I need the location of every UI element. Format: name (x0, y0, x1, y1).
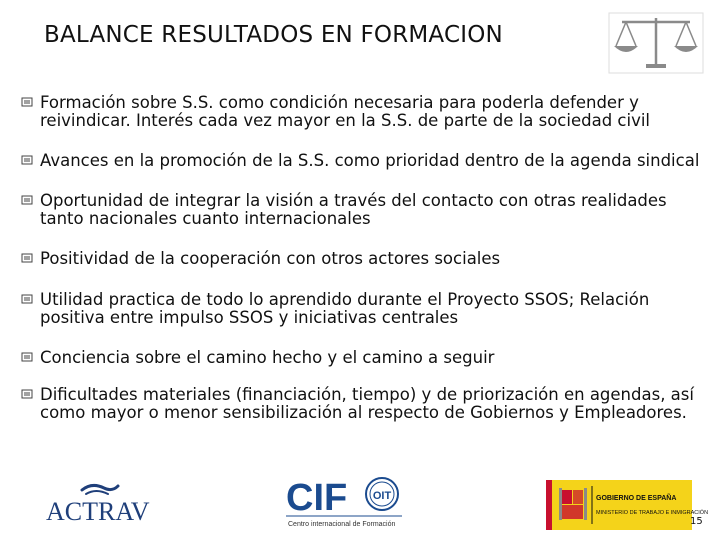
bullet-marker-icon (18, 154, 36, 166)
page-number: 15 (690, 516, 703, 527)
bullet-item (18, 291, 706, 327)
footer-logos (0, 470, 720, 540)
bullet-text: Positividad de la cooperación con otros actores sociales (40, 249, 501, 268)
actrav-logo (42, 476, 152, 526)
actrav-logo-text: ACTRAV (46, 497, 150, 526)
cif-seal-text: OIT (372, 490, 392, 502)
bullet-item (18, 349, 706, 367)
bullet-item (18, 192, 706, 228)
bullet-text: Oportunidad de integrar la visión a través del contacto con otras realidades tanto nacionales cuanto internacionales (40, 191, 667, 228)
bullet-marker-icon (18, 96, 36, 108)
cif-logo-text: CIF (286, 477, 348, 519)
balance-scale-icon (608, 12, 704, 74)
cif-subtitle: Centro internacional de Formación (288, 521, 396, 528)
bullet-marker-icon (18, 252, 36, 264)
bullet-item (18, 386, 706, 422)
bullet-text: Formación sobre S.S. como condición necesaria para poderla defender y reivindicar. Interés cada vez mayor en la S.S. de parte de la sociedad civil (40, 93, 651, 130)
bullet-text: Dificultades materiales (financiación, tiempo) y de priorización en agendas, así como mayor o menor sensibilización al respecto de Gobiernos y Empleadores. (40, 385, 694, 422)
spain-gov-text: GOBIERNO DE ESPAÑA (596, 495, 677, 502)
slide-title: BALANCE RESULTADOS EN FORMACION (44, 22, 503, 48)
spain-ministry-text: MINISTERIO DE TRABAJO E INMIGRACIÓN (596, 510, 709, 516)
bullet-marker-icon (18, 293, 36, 305)
bullet-marker-icon (18, 388, 36, 400)
cif-logo (286, 474, 406, 530)
bullet-marker-icon (18, 194, 36, 206)
bullet-text: Utilidad practica de todo lo aprendido durante el Proyecto SSOS; Relación positiva entre impulso SSOS y iniciativas centrales (40, 290, 650, 327)
bullet-item (18, 250, 706, 268)
bullet-list (18, 94, 706, 422)
bullet-text: Avances en la promoción de la S.S. como prioridad dentro de la agenda sindical (40, 151, 700, 170)
bullet-item (18, 152, 706, 170)
bullet-marker-icon (18, 351, 36, 363)
bullet-item (18, 94, 706, 130)
bullet-text: Conciencia sobre el camino hecho y el camino a seguir (40, 348, 495, 367)
